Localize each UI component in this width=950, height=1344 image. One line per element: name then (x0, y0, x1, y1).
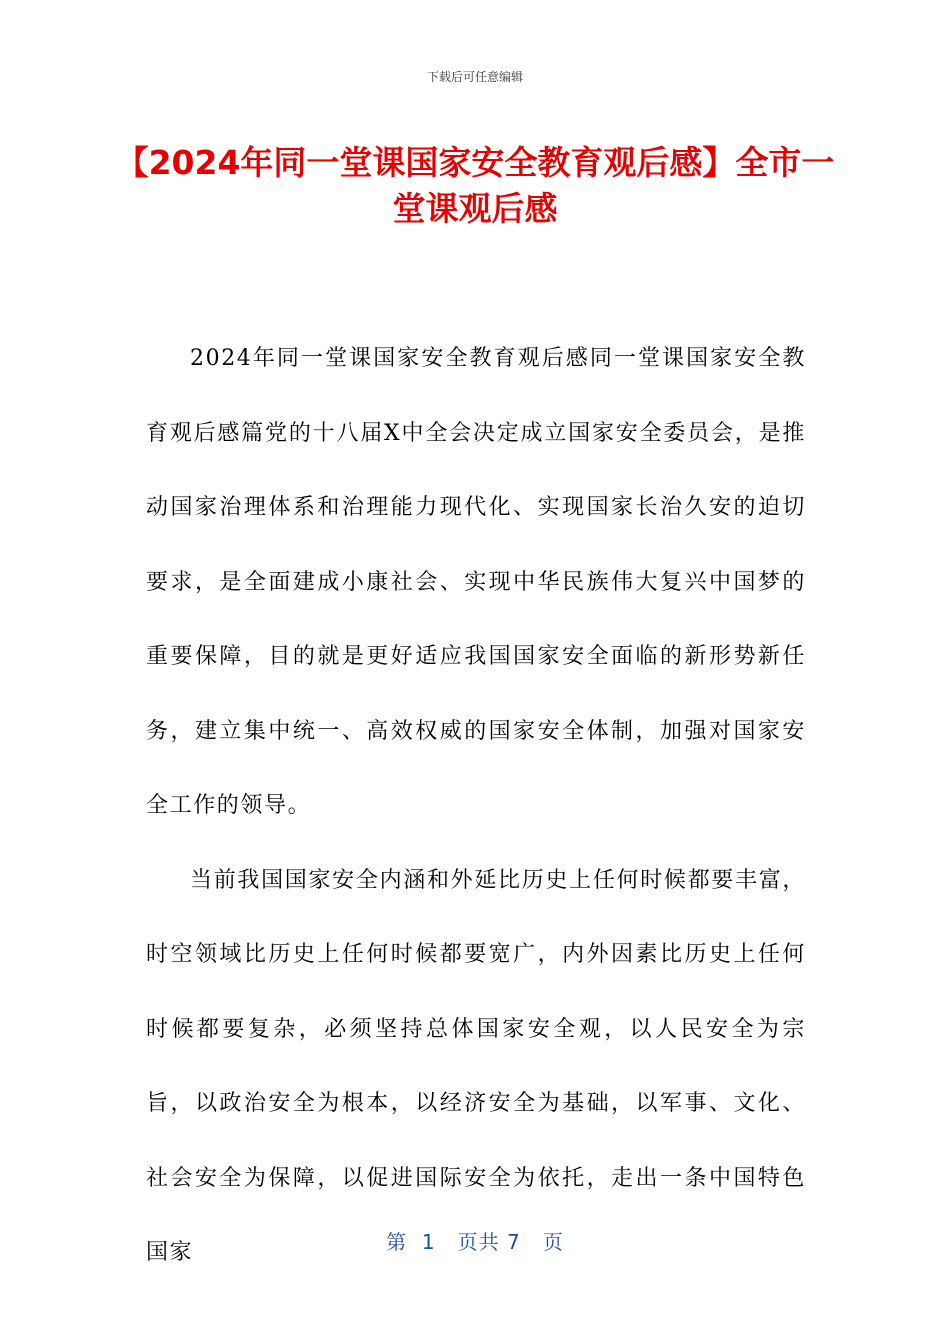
footer-prefix: 第 (386, 1230, 408, 1254)
document-body (146, 322, 806, 1291)
footer-mid: 页共 (457, 1230, 500, 1254)
footer-suffix: 页 (542, 1230, 564, 1254)
document-title: 【2024年同一堂课国家安全教育观后感】全市一堂课观后感 (115, 143, 835, 228)
paragraph-2: 当前我国国家安全内涵和外延比历史上任何时候都要丰富，时空领域比历史上任何时候都要宽广，内外因素比历史上任何时候都要复杂，必须坚持总体国家安全观，以人民安全为宗旨，以政治安全为根本，以经济安全为基础，以军事、文化、社会安全为保障，以促进国际安全为依托，走出一条中国特色国家 (146, 867, 806, 1265)
total-pages-number: 7 (507, 1230, 521, 1254)
current-page-number: 1 (421, 1230, 436, 1254)
page-footer (0, 1226, 950, 1255)
header-note: 下载后可任意编辑 (426, 70, 523, 84)
paragraph-1: 2024年同一堂课国家安全教育观后感同一堂课国家安全教育观后感篇党的十八届X中全会决定成立国家安全委员会，是推动国家治理体系和治理能力现代化、实现国家长治久安的迫切要求，是全面建成小康社会、实现中华民族伟大复兴中国梦的重要保障，目的就是更好适应我国国家安全面临的新形势新任务，建立集中统一、高效权威的国家安全体制，加强对国家安全工作的领导。 (146, 346, 806, 818)
